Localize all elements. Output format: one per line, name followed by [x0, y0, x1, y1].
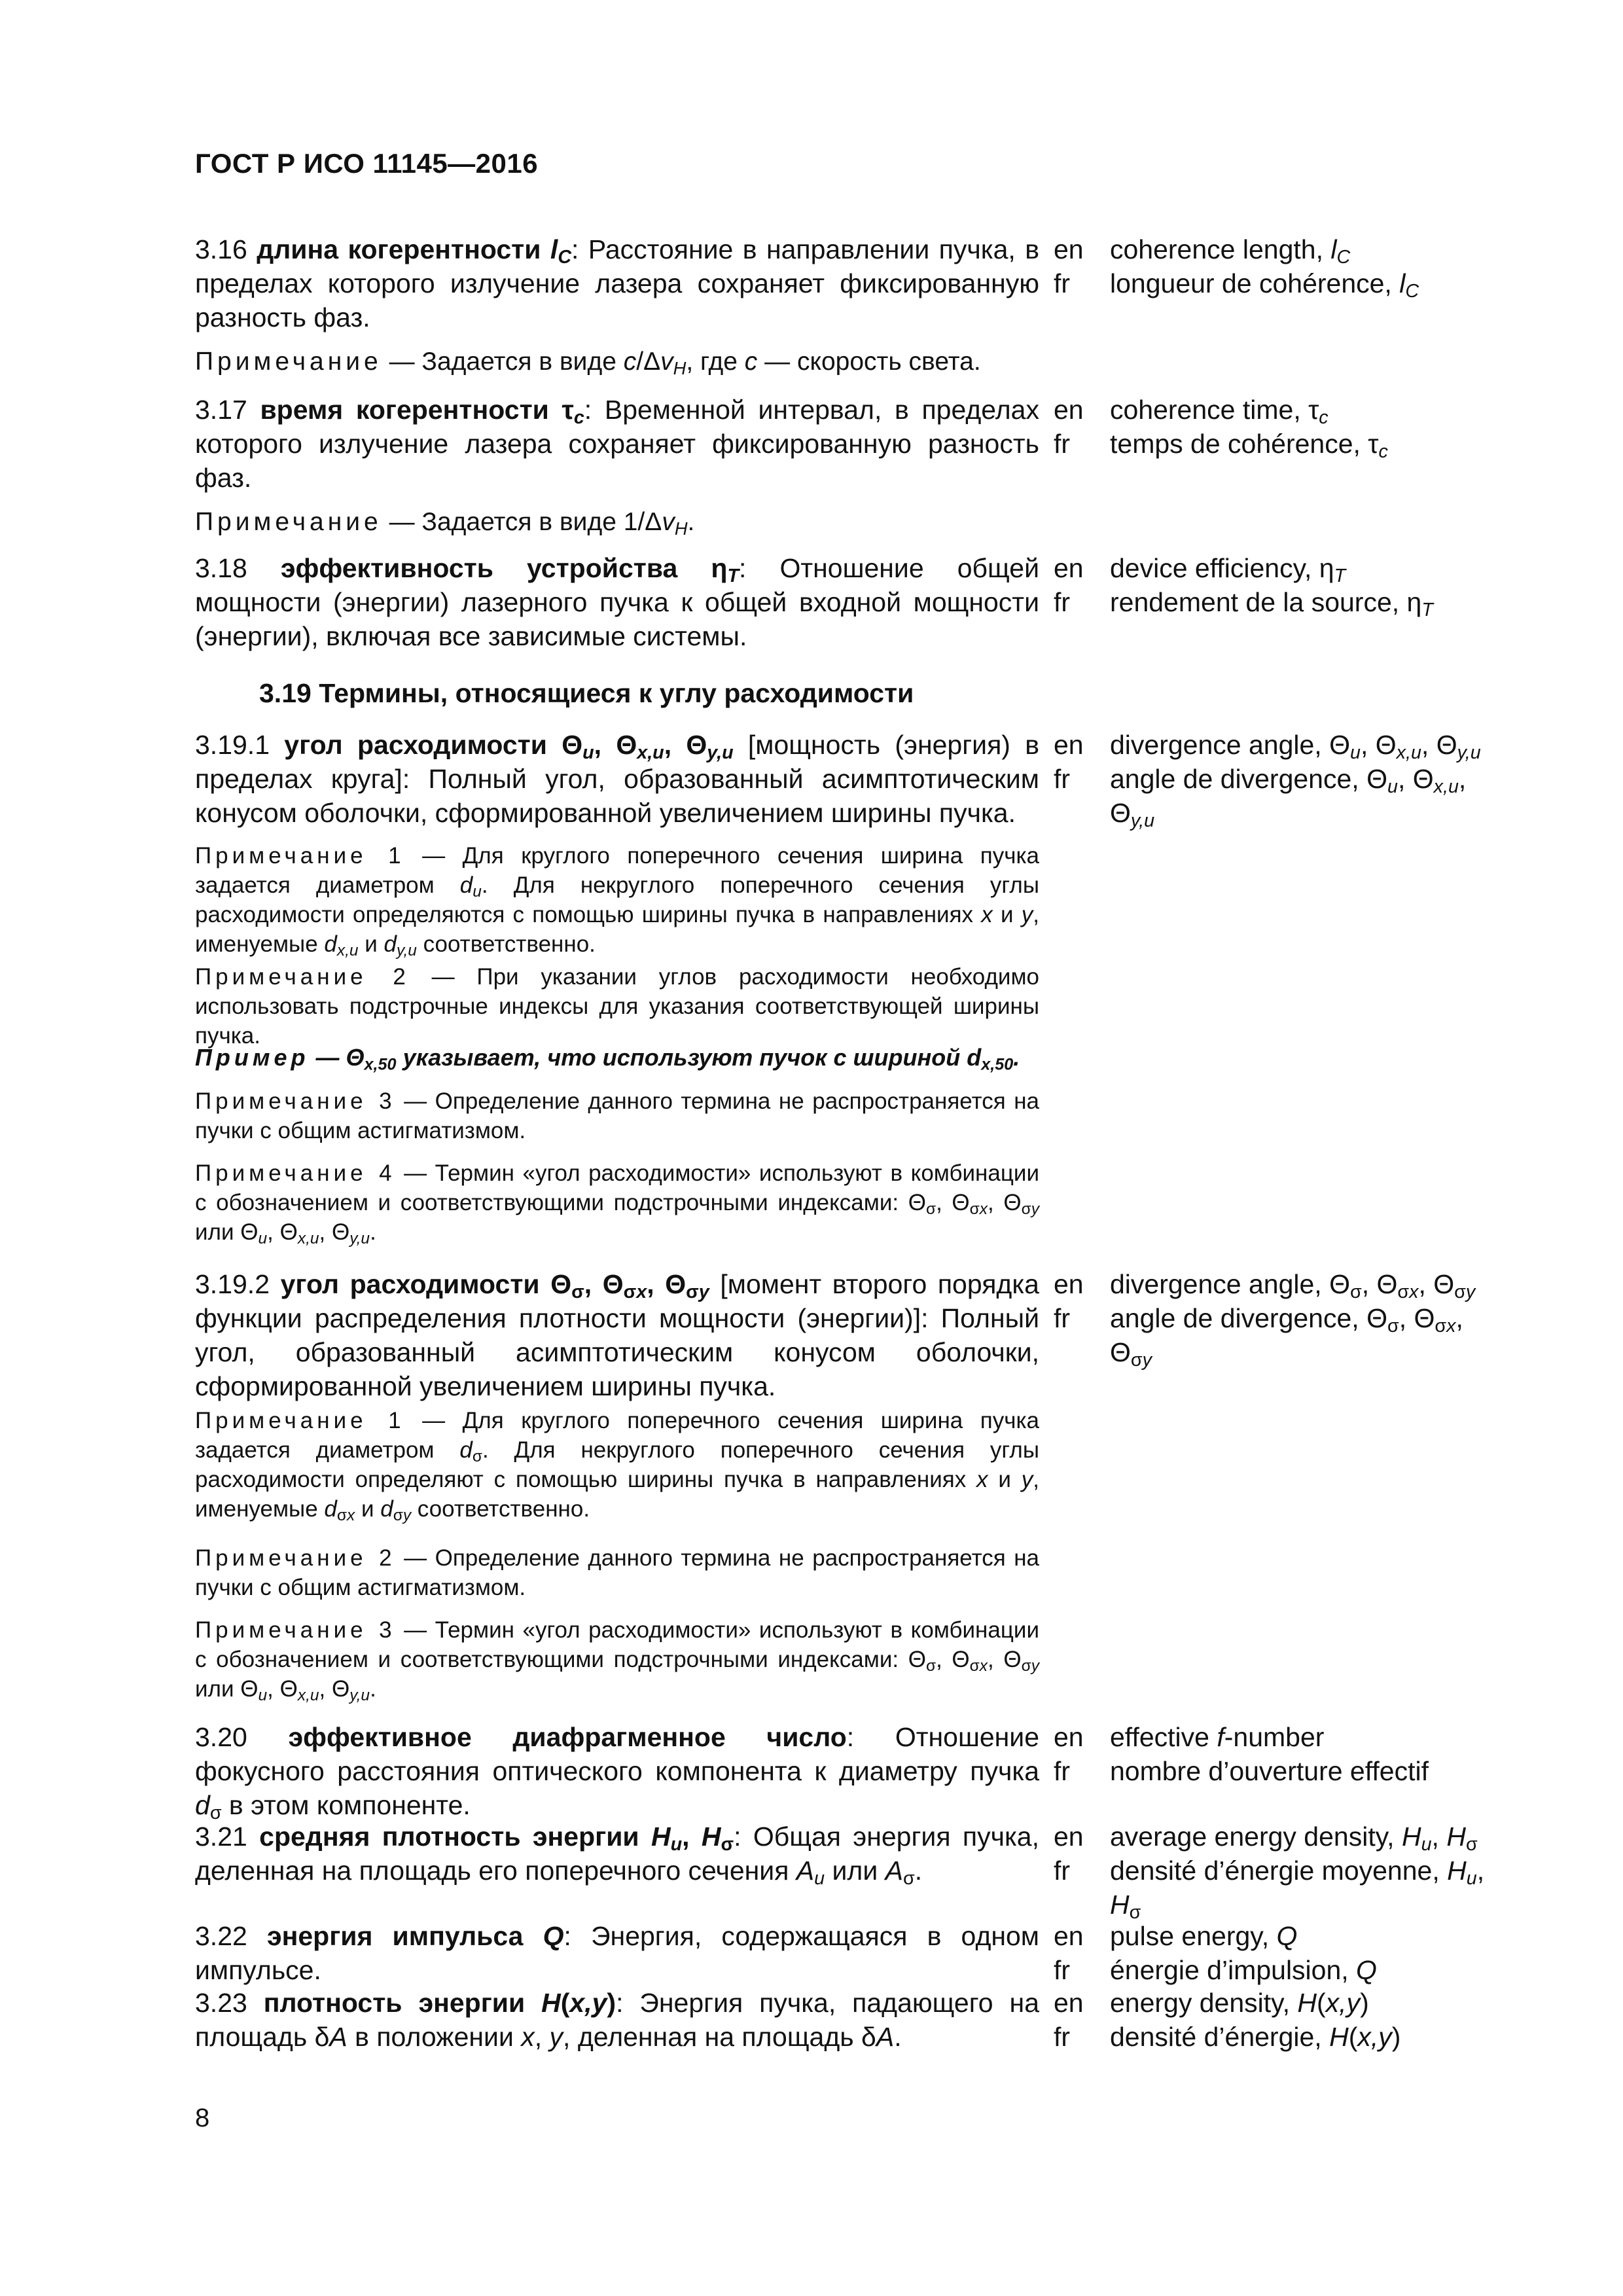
- term-note-3: Примечание 3 — Определение данного термина не распространяется на пучки с общим астигматизмом.: [195, 1088, 1039, 1143]
- term-translations: energy density, H(x,y) densité d’énergie, H(x,y): [1110, 1988, 1401, 2052]
- term-translations: pulse energy, Q énergie d’impulsion, Q: [1110, 1921, 1377, 1985]
- term-definition: 3.21 средняя плотность энергии $H_u$, $H_\sigma$: Общая энергия пучка, деленная на площадь его поперечного сечения $A_u$ или $A_\sigma$.: [195, 1821, 1039, 1890]
- term-example: Пример — $\Theta_{x,50}$ указывает, что используют пучок с шириной $d_{x,50}$.: [195, 1044, 1020, 1074]
- language-codes: en fr: [1054, 234, 1084, 298]
- term-note: Примечание — Задается в виде $1/\Delta v_H$.: [195, 508, 695, 539]
- language-codes: en fr: [1054, 395, 1084, 459]
- language-codes: en fr: [1054, 553, 1084, 617]
- term-note-1: Примечание 1 — Для круглого поперечного сечения ширина пучка задается диаметром $d_u$. Для некруглого поперечного сечения углы расходимости определяются с помощью ширины пучка в направлениях x и y, именуемые $d_{x,u}$ и $d_{y,u}$ соответственно.: [195, 843, 1040, 960]
- term-definition: 3.20 эффективное диафрагменное число: Отношение фокусного расстояния оптического компонента к диаметру пучка $d_\sigma$ в этом компоненте.: [195, 1722, 1039, 1824]
- term-note: Примечание — Задается в виде $c/\Delta v_H$, где c — скорость света.: [195, 348, 981, 378]
- language-codes: en fr: [1054, 1921, 1084, 1985]
- language-codes: en fr: [1054, 1722, 1084, 1786]
- language-codes: en fr: [1054, 1269, 1084, 1333]
- language-codes: en fr: [1054, 1821, 1084, 1886]
- term-note-2: Примечание 2 — Определение данного термина не распространяется на пучки с общим астигматизмом.: [195, 1545, 1039, 1600]
- term-definition: 3.19.2 угол расходимости $\Theta_\sigma$, $\Theta_{\sigma x}$, $\Theta_{\sigma y}$ [момент второго порядка функции распределения плотности мощности (энергии)]: Полный угол, образованный асимптотическим конусом оболочки, сформированной увеличением ширины пучка.: [195, 1269, 1039, 1401]
- term-note-2: Примечание 2 — При указании углов расходимости необходимо использовать подстрочные индексы для указания соответствующей ширины пучка.: [195, 964, 1039, 1049]
- page-header: ГОСТ Р ИСО 11145—2016: [195, 148, 539, 179]
- term-note-3: Примечание 3 — Термин «угол расходимости» используют в комбинации с обозначением и соответствующими подстрочными индексами: $\Theta_\sigma$, $\Theta_{\sigma x}$, $\Theta_{\sigma y}$ или $\Theta_u$, $\Theta_{x,u}$, $\Theta_{y,u}$.: [195, 1617, 1039, 1705]
- term-translations: coherence time, $\tau_c$ temps de cohérence, $\tau_c$: [1110, 395, 1388, 463]
- term-definition: 3.17 время когерентности $\tau_c$: Временной интервал, в пределах которого излучение лазера сохраняет фиксированную разность фаз.: [195, 395, 1039, 493]
- term-translations: average energy density, $H_u$, $H_\sigma$ densité d’énergie moyenne, $H_u$, $H_\sigma$: [1110, 1821, 1485, 1924]
- term-definition: 3.23 плотность энергии H(x,y): Энергия пучка, падающего на площадь δA в положении x, y, деленная на площадь δA.: [195, 1988, 1039, 2052]
- language-codes: en fr: [1054, 730, 1084, 794]
- term-translations: effective f-number nombre d’ouverture effectif: [1110, 1722, 1429, 1786]
- term-translations: divergence angle, $\Theta_\sigma$, $\Theta_{\sigma x}$, $\Theta_{\sigma y}$ angle de divergence, $\Theta_\sigma$, $\Theta_{\sigma x}$, $\Theta_{\sigma y}$: [1110, 1269, 1476, 1371]
- term-note-1: Примечание 1 — Для круглого поперечного сечения ширина пучка задается диаметром $d_\sigma$. Для некруглого поперечного сечения углы расходимости определяют с помощью ширины пучка в направлениях x и y, именуемые $d_{\sigma x}$ и $d_{\sigma y}$ соответственно.: [195, 1408, 1039, 1525]
- section-heading: 3.19 Термины, относящиеся к углу расходимости: [259, 678, 914, 708]
- term-definition: 3.18 эффективность устройства $\eta_T$: Отношение общей мощности (энергии) лазерного пучка к общей входной мощности (энергии), включая все зависимые системы.: [195, 553, 1039, 651]
- term-translations: coherence length, $l_C$ longueur de cohérence, $l_C$: [1110, 234, 1419, 302]
- term-definition: 3.22 энергия импульса Q: Энергия, содержащаяся в одном импульсе.: [195, 1921, 1039, 1985]
- term-translations: device efficiency, $\eta_T$ rendement de la source, $\eta_T$: [1110, 553, 1433, 621]
- term-translations: divergence angle, $\Theta_u$, $\Theta_{x,u}$, $\Theta_{y,u}$ angle de divergence, $\Theta_u$, $\Theta_{x,u}$, $\Theta_{y,u}$: [1110, 730, 1481, 832]
- term-definition: 3.16 длина когерентности $l_C$: Расстояние в направлении пучка, в пределах которого излучение лазера сохраняет фиксированную разность фаз.: [195, 234, 1039, 332]
- language-codes: en fr: [1054, 1988, 1084, 2052]
- term-note-4: Примечание 4 — Термин «угол расходимости» используют в комбинации с обозначением и соответствующими подстрочными индексами: $\Theta_\sigma$, $\Theta_{\sigma x}$, $\Theta_{\sigma y}$ или $\Theta_u$, $\Theta_{x,u}$, $\Theta_{y,u}$.: [195, 1160, 1039, 1248]
- page-number: 8: [195, 2104, 210, 2132]
- term-definition: 3.19.1 угол расходимости $\Theta_u$, $\Theta_{x,u}$, $\Theta_{y,u}$ [мощность (энергия) в пределах круга]: Полный угол, образованный асимптотическим конусом оболочки, сформированной увеличением ширины пучка.: [195, 730, 1039, 828]
